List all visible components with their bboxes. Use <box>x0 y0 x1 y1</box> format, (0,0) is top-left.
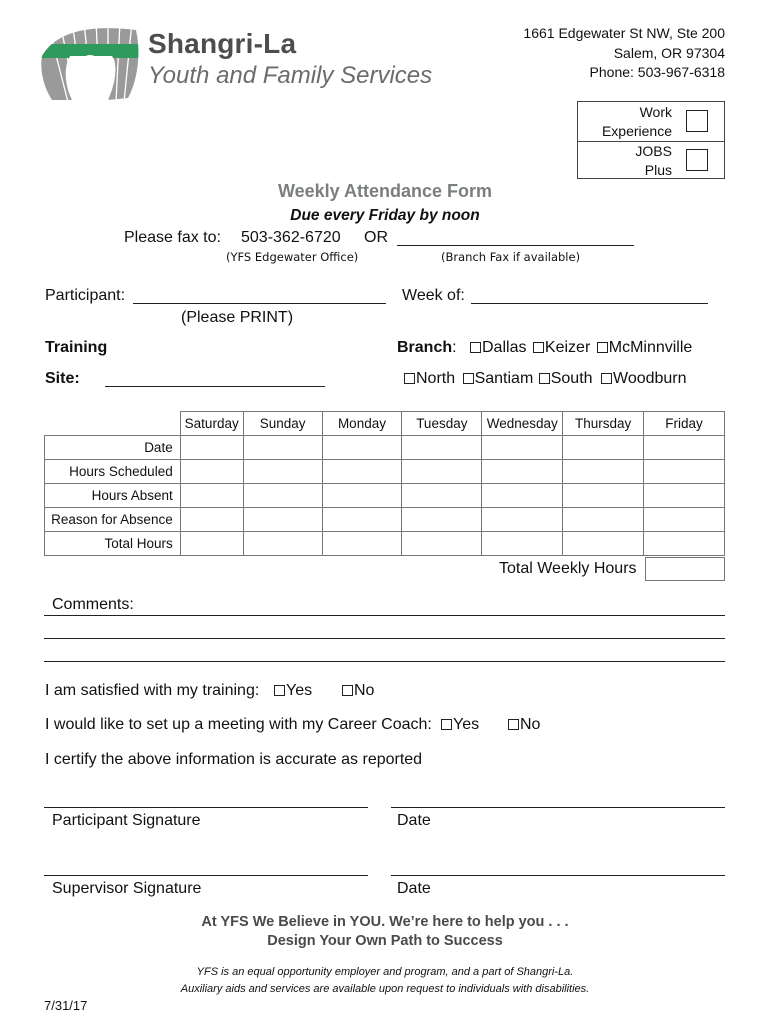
eeo-statement-1: YFS is an equal opportunity employer and program, and a part of Shangri-La. <box>196 966 574 978</box>
checkbox-icon <box>601 373 612 384</box>
column-header-sunday: Sunday <box>243 412 322 436</box>
training-label: Training <box>45 339 108 356</box>
table-cell[interactable] <box>243 508 322 532</box>
table-cell[interactable] <box>243 460 322 484</box>
meeting-no-option[interactable]: No <box>508 716 540 734</box>
satisfied-question: I am satisfied with my training: <box>45 682 260 699</box>
table-cell[interactable] <box>482 508 563 532</box>
table-cell[interactable] <box>180 436 243 460</box>
checkbox-icon <box>533 342 544 353</box>
participant-label: Participant: <box>45 287 126 304</box>
table-cell[interactable] <box>180 460 243 484</box>
row-label-total-hours: Total Hours <box>45 532 181 556</box>
program-work-experience: Work Experience <box>578 102 724 140</box>
checkbox-icon <box>470 342 481 353</box>
form-title: Weekly Attendance Form <box>277 181 493 201</box>
meeting-question: I would like to set up a meeting with my Career Coach: <box>45 716 432 733</box>
table-cell[interactable] <box>402 532 482 556</box>
participant-signature-field[interactable] <box>44 807 368 808</box>
form-due-note: Due every Friday by noon <box>290 207 480 224</box>
column-header-friday: Friday <box>644 412 725 436</box>
table-cell[interactable] <box>402 484 482 508</box>
table-cell[interactable] <box>644 484 725 508</box>
table-row <box>45 484 725 508</box>
supervisor-date-label: Date <box>397 880 431 897</box>
table-cell[interactable] <box>402 460 482 484</box>
shangri-la-logo-icon <box>38 22 143 102</box>
table-cell[interactable] <box>243 436 322 460</box>
table-cell[interactable] <box>402 436 482 460</box>
table-cell[interactable] <box>243 484 322 508</box>
week-field[interactable] <box>471 303 708 304</box>
table-cell[interactable] <box>322 532 402 556</box>
org-name: Shangri-La <box>148 28 297 59</box>
table-row <box>45 508 725 532</box>
table-row <box>45 532 725 556</box>
table-cell[interactable] <box>322 484 402 508</box>
column-header-thursday: Thursday <box>563 412 644 436</box>
table-cell[interactable] <box>322 508 402 532</box>
checkbox-icon <box>508 719 519 730</box>
footer-motto-line-1: At YFS We Believe in YOU. We’re here to help you . . . <box>201 914 569 930</box>
branch-option-dallas[interactable]: Dallas <box>470 339 526 356</box>
table-cell[interactable] <box>322 436 402 460</box>
fax-instruction <box>124 229 221 247</box>
fax-or: OR <box>364 229 388 246</box>
fax-office-note: (YFS Edgewater Office) <box>226 250 359 264</box>
comments-line-1[interactable] <box>44 615 725 616</box>
org-address <box>523 24 725 83</box>
supervisor-date-field[interactable] <box>391 875 725 876</box>
table-cell[interactable] <box>563 508 644 532</box>
checkbox-icon <box>597 342 608 353</box>
comments-line-3[interactable] <box>44 661 725 662</box>
table-cell[interactable] <box>482 532 563 556</box>
participant-date-field[interactable] <box>391 807 725 808</box>
program-selector <box>577 101 725 179</box>
table-header-row <box>45 412 725 436</box>
table-row <box>45 460 725 484</box>
table-cell[interactable] <box>563 460 644 484</box>
phone-number: Phone: 503-967-6318 <box>589 64 725 80</box>
participant-date-label: Date <box>397 812 431 829</box>
participant-field[interactable] <box>133 303 386 304</box>
print-note: (Please PRINT) <box>181 309 294 326</box>
table-cell[interactable] <box>482 460 563 484</box>
branch-label: Branch: <box>397 339 457 356</box>
checkbox-icon <box>404 373 415 384</box>
checkbox-icon <box>463 373 474 384</box>
table-cell[interactable] <box>243 532 322 556</box>
table-cell[interactable] <box>644 532 725 556</box>
branch-option-woodburn[interactable]: Woodburn <box>601 370 687 387</box>
table-cell[interactable] <box>402 508 482 532</box>
checkbox-icon <box>441 719 452 730</box>
branch-option-mcminnville[interactable]: McMinnville <box>597 339 693 356</box>
branch-option-north[interactable]: North <box>404 370 455 387</box>
form-version-date: 7/31/17 <box>44 998 88 1013</box>
satisfied-no-option[interactable]: No <box>342 682 374 700</box>
program-jobs-plus: JOBS Plus <box>578 141 724 179</box>
supervisor-signature-field[interactable] <box>44 875 368 876</box>
table-cell[interactable] <box>563 436 644 460</box>
row-label-hours-scheduled: Hours Scheduled <box>45 460 181 484</box>
table-cell[interactable] <box>644 436 725 460</box>
checkbox-icon <box>274 685 285 696</box>
column-header-wednesday: Wednesday <box>482 412 563 436</box>
table-cell[interactable] <box>180 484 243 508</box>
site-label: Site: <box>45 370 80 387</box>
column-header-tuesday: Tuesday <box>402 412 482 436</box>
table-cell[interactable] <box>482 484 563 508</box>
column-header-saturday: Saturday <box>180 412 243 436</box>
org-logo <box>38 22 438 102</box>
address-line-1: 1661 Edgewater St NW, Ste 200 <box>523 25 725 41</box>
branch-fax-note: (Branch Fax if available) <box>441 250 581 264</box>
table-cell[interactable] <box>644 460 725 484</box>
footer-motto-line-2: Design Your Own Path to Success <box>267 933 503 949</box>
org-subtitle: Youth and Family Services <box>148 62 433 89</box>
jobs-plus-checkbox[interactable] <box>686 149 708 171</box>
branch-fax-field[interactable] <box>397 245 634 246</box>
attendance-table <box>44 411 725 556</box>
work-experience-checkbox[interactable] <box>686 110 708 132</box>
meeting-yes-option[interactable]: Yes <box>441 716 479 734</box>
fax-number: 503-362-6720 <box>241 229 341 246</box>
fax-prefix: Please fax to: <box>124 229 221 246</box>
row-label-hours-absent: Hours Absent <box>45 484 181 508</box>
checkbox-icon <box>342 685 353 696</box>
branch-option-keizer[interactable]: Keizer <box>533 339 590 356</box>
certify-statement: I certify the above information is accurate as reported <box>45 751 423 768</box>
total-weekly-hours-label: Total Weekly Hours <box>499 560 637 577</box>
training-site-field[interactable] <box>105 386 325 387</box>
table-row <box>45 436 725 460</box>
supervisor-signature-label: Supervisor Signature <box>52 880 202 897</box>
row-label-date: Date <box>45 436 181 460</box>
table-cell[interactable] <box>563 532 644 556</box>
table-cell[interactable] <box>180 508 243 532</box>
branch-option-south[interactable]: South <box>539 370 593 387</box>
comments-label: Comments: <box>52 596 134 613</box>
participant-signature-label: Participant Signature <box>52 812 201 829</box>
table-cell[interactable] <box>644 508 725 532</box>
eeo-statement-2: Auxiliary aids and services are available upon request to individuals with disabilities. <box>180 983 590 995</box>
comments-line-2[interactable] <box>44 638 725 639</box>
table-cell[interactable] <box>482 436 563 460</box>
table-cell[interactable] <box>180 532 243 556</box>
total-weekly-hours-field[interactable] <box>645 557 725 581</box>
table-cell[interactable] <box>563 484 644 508</box>
address-line-2: Salem, OR 97304 <box>613 44 725 61</box>
branch-row-1 <box>470 339 692 357</box>
checkbox-icon <box>539 373 550 384</box>
week-label: Week of: <box>402 287 465 304</box>
satisfied-yes-option[interactable]: Yes <box>274 682 312 700</box>
branch-option-santiam[interactable]: Santiam <box>463 370 534 387</box>
table-cell[interactable] <box>322 460 402 484</box>
column-header-monday: Monday <box>322 412 402 436</box>
row-label-reason-for-absence: Reason for Absence <box>45 508 181 532</box>
branch-row-2 <box>404 370 687 388</box>
